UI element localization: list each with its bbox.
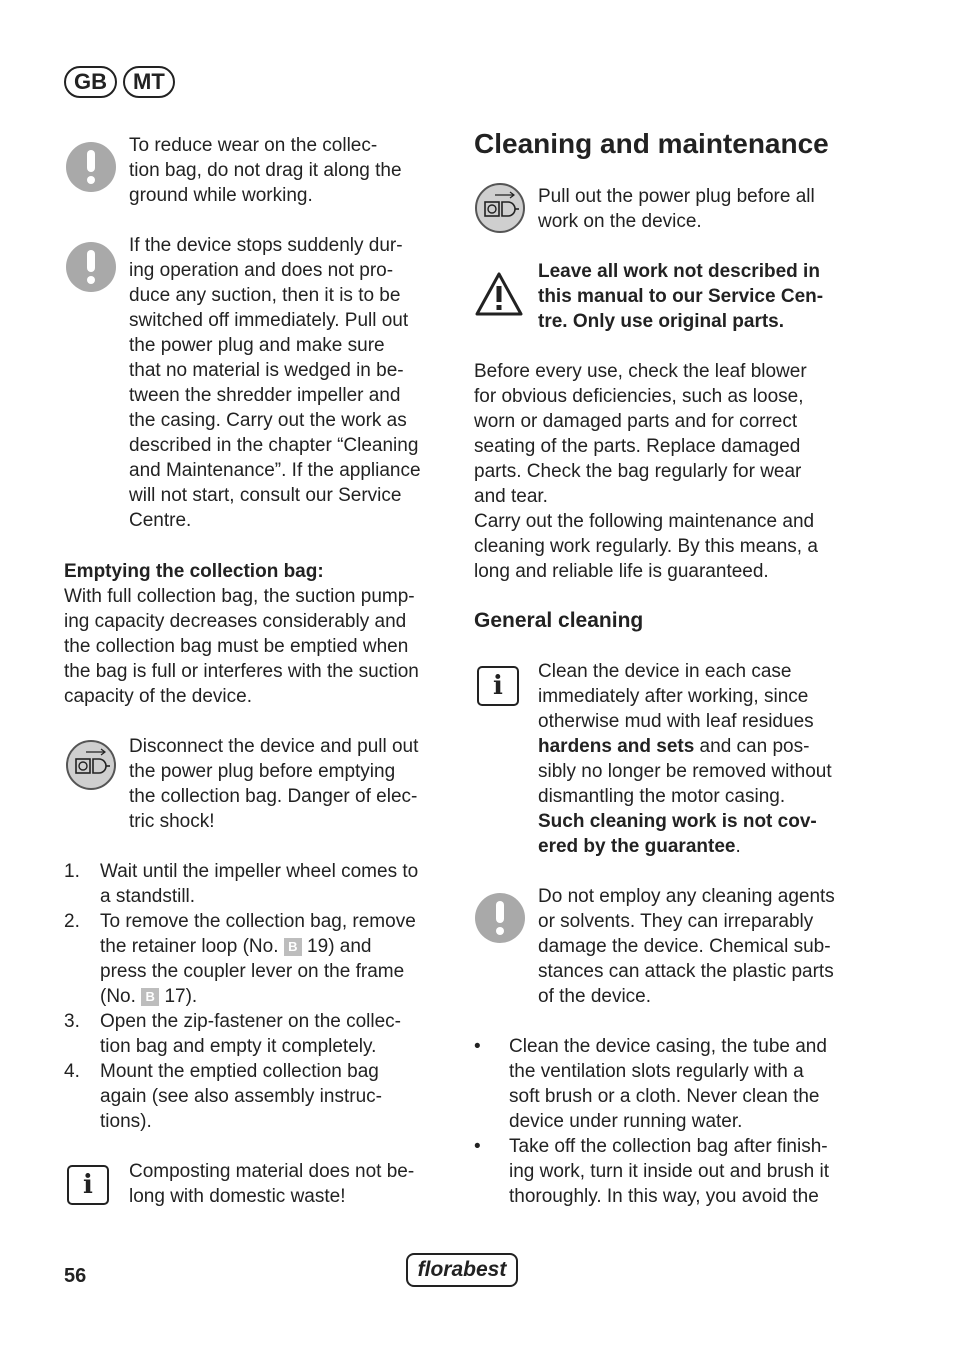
lang-badge-gb: GB: [64, 66, 117, 98]
brand-logo: florabest: [406, 1253, 518, 1287]
exclamation-icon: [66, 142, 116, 192]
note-pull-plug: Pull out the power plug before all work on the device.: [538, 186, 815, 232]
step-text: Wait until the impeller wheel comes to a standstill.: [100, 861, 419, 907]
bullet-text: Clean the device casing, the tube and the ventilation slots regularly with a soft brush or a cloth. Never clean the device under running water.: [509, 1036, 827, 1132]
info-icon: i: [477, 666, 519, 706]
emptying-heading: Emptying the collection bag:: [64, 561, 324, 582]
step-number: 3.: [64, 1011, 80, 1032]
bullet: •: [474, 1136, 481, 1157]
note-composting: Composting material does not be- long with domestic waste!: [129, 1161, 415, 1207]
warning-triangle-icon: [474, 271, 524, 317]
bullet: •: [474, 1036, 481, 1057]
step-text: Open the zip-fastener on the collec- tion bag and empty it completely.: [100, 1011, 402, 1057]
step-number: 1.: [64, 861, 80, 882]
figure-b-badge: B: [284, 938, 302, 956]
exclamation-icon: [475, 893, 525, 943]
step-text: To remove the collection bag, remove the retainer loop (No. B 19) and press the coupler lever on the frame (No. B 17).: [100, 911, 416, 1007]
page-title: Cleaning and maintenance: [474, 128, 829, 159]
bullet-text: Take off the collection bag after finish- ing work, turn it inside out and brush it thoroughly. In this way, you avoid the: [509, 1136, 830, 1207]
step-number: 4.: [64, 1061, 80, 1082]
warning-service-centre: Leave all work not described in this manual to our Service Cen- tre. Only use original parts.: [538, 261, 824, 332]
language-badges: [64, 66, 175, 98]
lang-badge-mt: MT: [123, 66, 175, 98]
note-clean-after-work: Clean the device in each case immediately after working, since otherwise mud with leaf residues hardens and sets and can pos- sibly no longer be removed without dismantling the motor casing. Such cleaning work is not cov- ered by the guarantee.: [538, 661, 832, 857]
note-no-cleaning-agents: Do not employ any cleaning agents or solvents. They can irreparably damage the device. Chemical sub- stances can attack the plastic parts of the device.: [538, 886, 835, 1007]
figure-b-badge: B: [141, 988, 159, 1006]
general-cleaning-heading: General cleaning: [474, 609, 644, 632]
note-collection-bag-wear: To reduce wear on the collec- tion bag, do not drag it along the ground while working.: [129, 135, 402, 206]
exclamation-icon: [66, 242, 116, 292]
power-plug-icon: [475, 183, 525, 233]
emptying-text: With full collection bag, the suction pump- ing capacity decreases considerably and the collection bag must be emptied when the bag is full or interferes with the suction capacity of the device.: [64, 586, 419, 707]
step-number: 2.: [64, 911, 80, 932]
step-text: Mount the emptied collection bag again (see also assembly instruc- tions).: [100, 1061, 382, 1132]
power-plug-icon: [66, 740, 116, 790]
maintenance-paragraph: Before every use, check the leaf blower for obvious deficiencies, such as loose, worn or damaged parts and for correct seating of the parts. Replace damaged parts. Check the bag regularly for wear and tear. Carry out the following maintenance and cleaning work regularly. By this means, a long and reliable life is guaranteed.: [474, 361, 818, 582]
page-number: 56: [64, 1265, 87, 1287]
note-device-stops: If the device stops suddenly dur- ing operation and does not pro- duce any suction, then it is to be switched off immediately. Pull out the power plug and make sure that no material is wedged in be- tween the shredder impeller and the casing. Carry out the work as described in the chapter “Cleaning and Maintenance”. If the appliance will not start, consult our Service Centre.: [129, 235, 421, 531]
note-disconnect-plug: Disconnect the device and pull out the power plug before emptying the collection bag. Danger of elec- tric shock!: [129, 736, 419, 832]
info-icon: i: [67, 1165, 109, 1205]
